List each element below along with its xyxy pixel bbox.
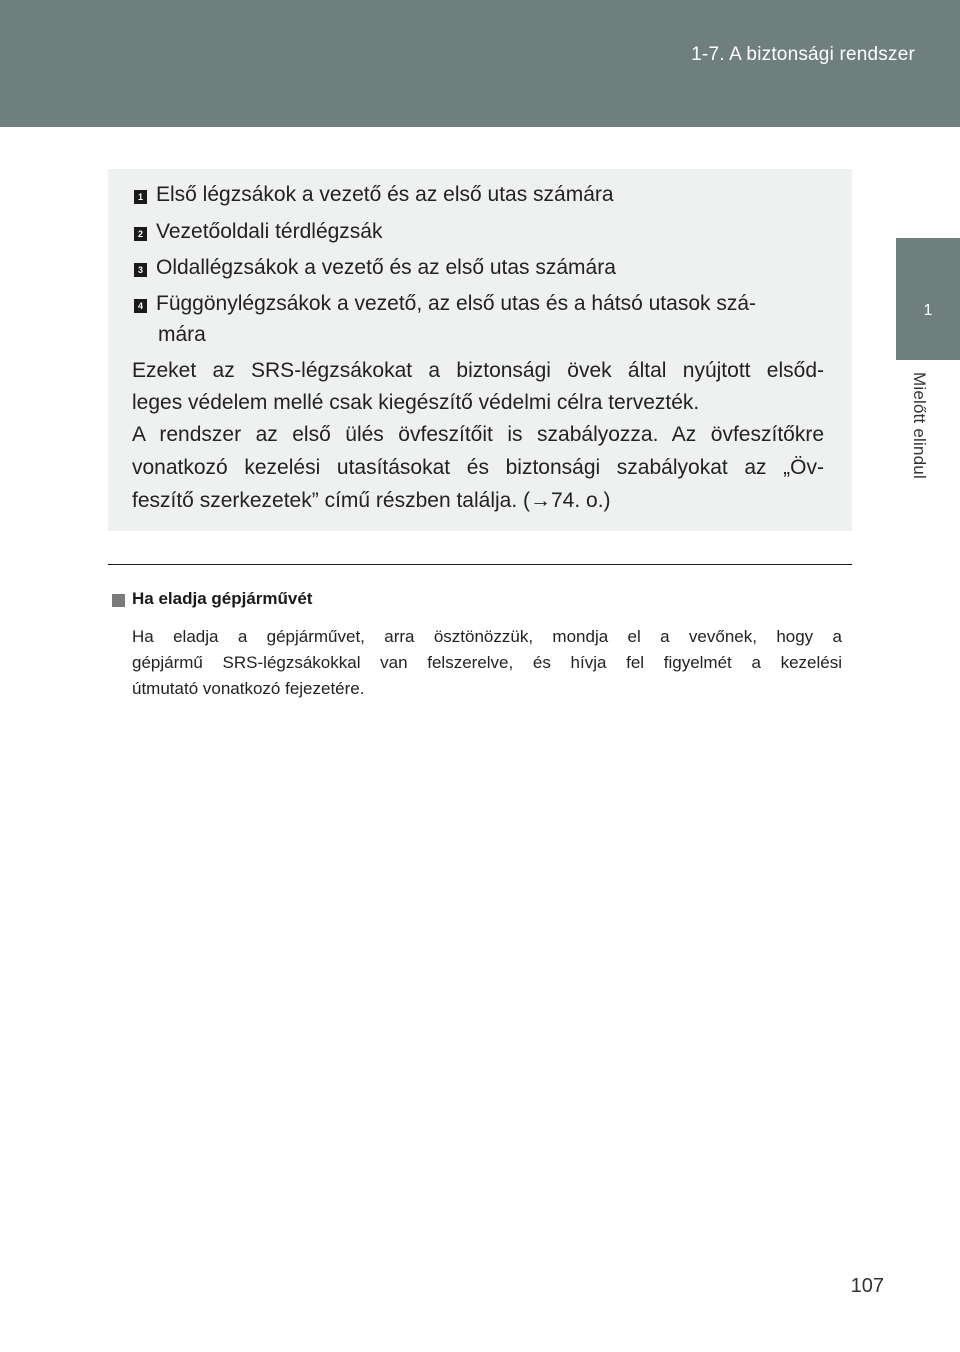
- section-paragraph-line: útmutató vonatkozó fejezetére.: [132, 679, 365, 698]
- item-number-badge: 1: [134, 190, 147, 204]
- section-heading: Ha eladja gépjárművét: [132, 589, 313, 608]
- chapter-title: 1-7. A biztonsági rendszer: [691, 44, 915, 65]
- section-paragraph-line: gépjármű SRS-légzsákokkal van felszerelve, és hívja fel figyelmét a kezelési: [132, 653, 842, 672]
- info-paragraph-line: Ezeket az SRS-légzsákokat a biztonsági övek által nyújtott elsőd-: [132, 359, 824, 382]
- info-paragraph-line: feszítő szerkezetek” című részben találja. (→74. o.): [132, 489, 611, 512]
- chapter-tab-label: Mielőtt elindul: [910, 372, 929, 479]
- info-paragraph-line: leges védelem mellé csak kiegészítő védelmi célra tervezték.: [132, 391, 700, 414]
- section-marker-icon: [112, 594, 125, 607]
- airbag-list-item: [134, 178, 614, 212]
- chapter-tab: [896, 238, 960, 360]
- airbag-list-item-text: Függönylégzsákok a vezető, az első utas és a hátsó utasok szá-: [156, 292, 757, 315]
- airbag-info-box: [108, 169, 852, 531]
- airbag-list-item: [134, 215, 382, 249]
- airbag-list-item: [134, 287, 756, 321]
- header-band: [0, 0, 960, 127]
- airbag-list-item-text: Oldallégzsákok a vezető és az első utas számára: [156, 256, 616, 279]
- chapter-tab-number: 1: [923, 302, 933, 319]
- section-divider: [108, 564, 852, 565]
- page-number: 107: [850, 1275, 884, 1297]
- airbag-list-item-continuation: mára: [158, 323, 206, 346]
- item-number-badge: 2: [134, 227, 147, 241]
- item-number-badge: 4: [134, 299, 147, 313]
- airbag-list-item: [134, 251, 616, 285]
- airbag-list-item-text: Vezetőoldali térdlégzsák: [156, 220, 383, 243]
- info-paragraph-line: A rendszer az első ülés övfeszítőit is szabályozza. Az övfeszítőkre: [132, 423, 824, 446]
- info-paragraph-line: vonatkozó kezelési utasításokat és biztonsági szabályokat az „Öv-: [132, 456, 824, 479]
- airbag-list-item-text: Első légzsákok a vezető és az első utas számára: [156, 183, 614, 206]
- section-paragraph-line: Ha eladja a gépjárművet, arra ösztönözzük, mondja el a vevőnek, hogy a: [132, 627, 842, 646]
- item-number-badge: 3: [134, 263, 147, 277]
